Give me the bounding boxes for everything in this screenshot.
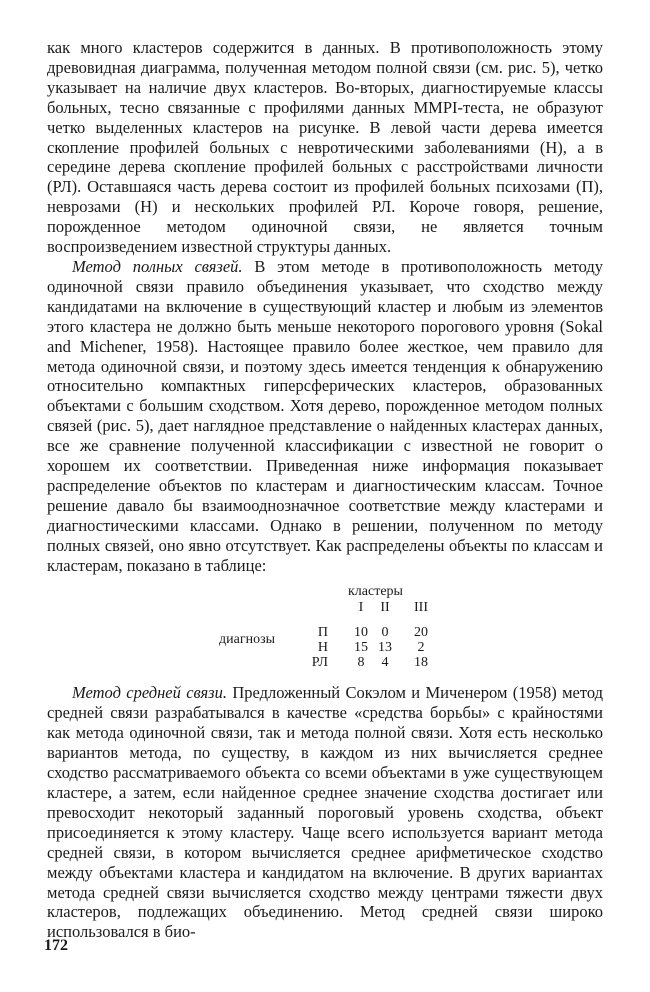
table-column-header: II [380,600,390,616]
table-column-group-label: кластеры [348,584,403,600]
paragraph-complete-linkage-body: В этом методе в противоположность методу одиночной связи правило объединения указывает, что сходство между кандидатами на включение в существующий кластер и любым из элементов этого кластера не должно быть меньше некоторого порогового уровня (Sokal and Michener, 1958). Настоящее правило более жесткое, чем правило для метода одиночной связи, и поэтому здесь имеется тенденция к обнаружению относительно компактных гиперсферических кластеров, образованных объектами с большим сходством. Хотя дерево, порожденное методом полных связей (рис. 5), дает наглядное представление о найденных кластерах данных, все же сравнение полученной классификации с известной не говорит о хорошем их соответствии. Приведенная ниже информация показывает распределение объектов по кластерам и диагностическим классам. Точное решение давало бы взаимооднозначное соответствие между кластерами и диагностическими классами. Однако в решении, полученном по методу полных связей, оно явно отсутствует. Как распределены объекты по классам и кластерам, показано в таблице: [47,256,603,575]
section-heading-complete-linkage: Метод полных связей. [72,256,243,276]
table-cell: 20 [414,625,428,641]
table-cell: 2 [417,640,425,656]
paragraph-1: как много кластеров содержится в данных. В противоположность этому древовидная диаграмма, полученная методом полной связи (см. рис. 5), четко указывает на наличие двух кластеров. Во-вторых, диагностируемые классы больных, тесно связанные с профилями данных MMPI-теста, не образуют четко выделенных кластеров на рисунке. В левой части дерева имеется скопление профилей больных с невротическими заболеваниями (Н), а в середине дерева скопление профилей больных с расстройствами личности (РЛ). Оставшаяся часть дерева состоит из профилей больных психозами (П), неврозами (Н) и нескольких профилей РЛ. Короче говоря, решение, порожденное методом одиночной связи, не является точным воспроизведением известной структуры данных. [47,38,603,257]
page-number: 172 [44,937,68,954]
section-heading-average-linkage: Метод средней связи. [72,683,227,703]
paragraph-complete-linkage [47,257,603,576]
table-cell: 10 [354,625,368,641]
table-row-label: РЛ [311,655,328,671]
table-cell: 13 [378,640,392,656]
table-cell: 0 [381,625,389,641]
table-column-header: III [414,600,428,616]
table-cell: 8 [357,655,365,671]
cluster-diagnosis-table [47,579,603,683]
table-row-label: Н [317,640,328,656]
paragraph-average-linkage-body: Предложенный Сокэлом и Миченером (1958) метод средней связи разрабатывался в качестве «средства борьбы» с крайностями как метода одиночной связи, так и метода полной связи. Хотя есть несколько вариантов метода, по существу, в каждом из них вычисляется среднее сходство рассматриваемого объекта со всеми объектами в уже существующем кластере, а затем, если найденное среднее значение сходства достигает или превосходит некоторый заданный пороговый уровень сходства, объект присоединяется к этому кластеру. Чаще всего используется вариант метода средней связи, в котором вычисляется среднее арифметическое сходство между объектами кластера и кандидатом на включение. В других вариантах метода средней связи вычисляется сходство между центрами тяжести двух кластеров, подлежащих объединению. Метод средней связи широко использовался в био- [47,683,603,942]
page-text [47,38,603,942]
table-column-header: I [358,600,364,616]
table-cell: 15 [354,640,368,656]
table-cell: 4 [381,655,389,671]
paragraph-average-linkage [47,683,603,942]
table-cell: 18 [414,655,428,671]
table-row-group-label: диагнозы [219,632,275,648]
table-row-label: П [317,625,328,641]
